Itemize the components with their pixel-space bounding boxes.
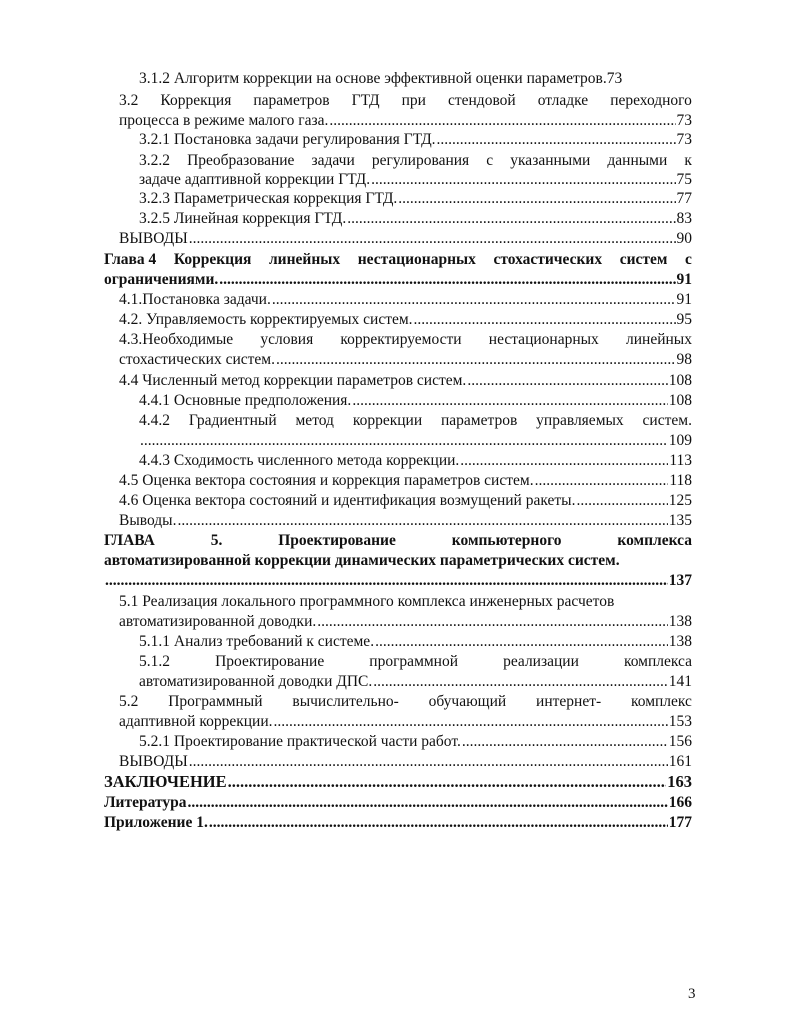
toc-entry-title: 4.2. Управляемость корректируемых систем. xyxy=(119,311,413,328)
toc-entry-page: 109 xyxy=(668,432,692,449)
word: Программный xyxy=(168,693,263,710)
word: 5.2 xyxy=(119,693,139,710)
word: реализации xyxy=(503,653,579,670)
word: 5.1.2 xyxy=(139,653,170,670)
toc-entry-page: 138 xyxy=(668,613,692,630)
word: Проектирование xyxy=(215,653,325,670)
toc-entry-title: автоматизированной доводки. xyxy=(119,613,317,630)
toc-entry-page: 91 xyxy=(676,271,692,288)
toc-entry-title: 5.2.1 Проектирование практической части работ. xyxy=(139,733,461,750)
toc-entry[interactable] xyxy=(119,290,692,310)
leader-dots xyxy=(398,189,675,209)
word: Преобразование xyxy=(187,152,295,169)
word: комплекса xyxy=(617,532,692,549)
toc-entry-page: 108 xyxy=(668,392,692,409)
leader-dots xyxy=(375,632,668,652)
toc-entry[interactable] xyxy=(119,511,692,531)
toc-entry-line1[interactable] xyxy=(139,151,692,171)
leader-dots xyxy=(276,350,676,370)
toc-entry[interactable] xyxy=(139,170,692,190)
word: 4.3.Необходимые xyxy=(119,331,234,348)
toc-entry[interactable] xyxy=(119,752,692,772)
toc-entry-title: 4.4 Численный метод коррекции параметров систем. xyxy=(119,372,467,389)
toc-entry-title: Приложение 1. xyxy=(104,814,208,831)
toc-entry[interactable] xyxy=(119,471,692,491)
word: нестационарных xyxy=(488,331,599,348)
toc-entry-title: 4.5 Оценка вектора состояния и коррекция параметров систем. xyxy=(119,472,534,489)
word: корректируемости xyxy=(340,331,462,348)
leader-dots xyxy=(576,491,667,511)
toc-entry-page: 113 xyxy=(669,452,692,469)
toc-entry-title: Литература xyxy=(104,794,187,811)
word: с xyxy=(486,152,494,169)
word: вычислительно- xyxy=(292,693,399,710)
toc-entry-page: 161 xyxy=(668,753,692,770)
leader-dots xyxy=(274,712,668,732)
word: нестационарных xyxy=(357,251,476,268)
word: управляемых xyxy=(536,412,624,429)
leader-dots xyxy=(371,170,675,190)
toc-entry-page: 135 xyxy=(668,512,692,529)
toc-entry-title: 4.1.Постановка задачи. xyxy=(119,291,271,308)
leader-dots xyxy=(329,111,675,131)
word: с xyxy=(685,251,692,268)
toc-entry-page: 83 xyxy=(676,210,692,227)
word: интернет- xyxy=(536,693,602,710)
chapter-heading[interactable] xyxy=(104,571,692,591)
leader-dots xyxy=(177,511,667,531)
chapter-heading-line1[interactable] xyxy=(104,250,692,270)
toc-entry-line1[interactable] xyxy=(139,411,692,431)
word: систем xyxy=(619,251,668,268)
leader-dots xyxy=(187,793,667,813)
leader-dots xyxy=(105,571,668,591)
toc-entry-title: ЗАКЛЮЧЕНИЕ xyxy=(104,772,227,791)
toc-entry[interactable] xyxy=(139,209,692,229)
word: отладке xyxy=(537,92,589,109)
word: ГЛАВА xyxy=(104,532,155,549)
leader-dots xyxy=(228,772,667,792)
toc-entry-line1[interactable] xyxy=(139,652,692,672)
word: данными xyxy=(607,152,668,169)
toc-entry-line1[interactable] xyxy=(119,91,692,111)
word: 4.4.2 xyxy=(139,412,170,429)
toc-entry-title: задаче адаптивной коррекции ГТД. xyxy=(139,171,371,188)
leader-dots xyxy=(219,270,675,290)
toc-entry-page: 166 xyxy=(668,794,692,811)
leader-dots xyxy=(414,310,676,330)
word: указанными xyxy=(510,152,591,169)
word: метод xyxy=(295,412,334,429)
word: 5. xyxy=(210,532,223,549)
word: обучающий xyxy=(428,693,507,710)
toc-entry-page: 98 xyxy=(676,351,692,368)
toc-entry-title: 3.2.3 Параметрическая коррекция ГТД. xyxy=(139,190,398,207)
leader-dots xyxy=(535,471,669,491)
toc-entry[interactable] xyxy=(139,672,692,692)
toc-entry[interactable] xyxy=(119,229,692,249)
word: условия xyxy=(260,331,314,348)
toc-entry-title: ограничениями. xyxy=(104,271,219,288)
word: стохастических xyxy=(493,251,603,268)
word: регулирования xyxy=(371,152,470,169)
toc-entry[interactable] xyxy=(139,189,692,209)
chapter-heading[interactable] xyxy=(104,270,692,290)
toc-entry-page: 177 xyxy=(668,814,692,831)
toc-entry-conclusion[interactable] xyxy=(104,772,692,792)
toc-entry-title: 4.4.1 Основные предположения. xyxy=(139,392,352,409)
toc-entry[interactable] xyxy=(139,732,692,752)
toc-entry-title: стохастических систем. xyxy=(119,351,275,368)
word: Проектирование xyxy=(278,532,396,549)
leader-dots xyxy=(462,732,668,752)
toc-entry-page: 91 xyxy=(676,291,692,308)
word: Коррекция xyxy=(160,92,232,109)
word: к xyxy=(684,152,692,169)
toc-entry-title: 3.1.2 Алгоритм коррекции на основе эффективной оценки параметров. xyxy=(139,70,607,87)
toc-entry-title: ВЫВОДЫ xyxy=(119,230,188,247)
leader-dots xyxy=(460,451,668,471)
toc-entry-page: 73 xyxy=(676,112,692,129)
word: ГТД xyxy=(351,92,380,109)
leader-dots xyxy=(140,431,668,451)
toc-entry[interactable] xyxy=(119,491,692,511)
toc-entry-page: 153 xyxy=(668,713,692,730)
page-number: 3 xyxy=(688,986,696,1002)
toc-entry-page: 141 xyxy=(668,673,692,690)
toc-entry-page: 95 xyxy=(676,311,692,328)
chapter-heading-line1[interactable] xyxy=(104,531,692,551)
word: параметров xyxy=(441,412,518,429)
toc-entry[interactable] xyxy=(139,391,692,411)
leader-dots xyxy=(272,290,676,310)
word: систем. xyxy=(642,412,692,429)
toc-entry[interactable] xyxy=(119,371,692,391)
toc-entry-page: 125 xyxy=(668,492,692,509)
leader-dots xyxy=(347,209,675,229)
toc-entry-title: 4.4.3 Сходимость численного метода коррекции. xyxy=(139,452,460,469)
word: линейных xyxy=(268,251,341,268)
toc-entry-title: 3.2.5 Линейная коррекция ГТД. xyxy=(139,210,347,227)
toc-entry-title: автоматизированной доводки ДПС. xyxy=(139,673,373,690)
toc-entry-page: 90 xyxy=(676,230,692,247)
toc-entry-title: ВЫВОДЫ xyxy=(119,753,188,770)
toc-entry-page: 73 xyxy=(606,70,623,87)
toc-entry-line1[interactable] xyxy=(119,692,692,712)
toc-entry-literature[interactable] xyxy=(104,793,692,813)
toc-entry[interactable] xyxy=(139,130,692,150)
word: коррекции xyxy=(352,412,423,429)
toc-entry-page: 108 xyxy=(668,372,692,389)
leader-dots xyxy=(437,130,676,150)
word: 3.2.2 xyxy=(139,152,170,169)
toc-entry[interactable] xyxy=(139,451,692,471)
word: линейных xyxy=(626,331,692,348)
toc-entry-title: процесса в режиме малого газа. xyxy=(119,112,329,129)
leader-dots xyxy=(189,229,676,249)
word: 3.2 xyxy=(119,92,139,109)
toc-entry[interactable] xyxy=(119,612,692,632)
toc-entry[interactable] xyxy=(119,111,692,131)
chapter-heading-line2[interactable]: автоматизированной коррекции динамических параметрических систем. xyxy=(104,552,620,569)
word: при xyxy=(401,92,426,109)
toc-entry-page: 163 xyxy=(667,772,692,791)
toc-entry-title: Выводы. xyxy=(119,512,177,529)
leader-dots xyxy=(352,391,667,411)
toc-entry-title: адаптивной коррекции. xyxy=(119,713,273,730)
toc-entry[interactable] xyxy=(119,712,692,732)
toc-entry-page: 137 xyxy=(668,572,692,589)
toc-entry-page: 118 xyxy=(669,472,692,489)
leader-dots xyxy=(467,371,667,391)
toc-entry-page: 156 xyxy=(668,733,692,750)
toc-entry-line1[interactable] xyxy=(119,330,692,350)
word: переходного xyxy=(610,92,692,109)
toc-entry[interactable] xyxy=(139,69,692,89)
word: компьютерного xyxy=(451,532,562,549)
word: Коррекция xyxy=(173,251,252,268)
word: Глава 4 xyxy=(104,251,157,268)
leader-dots xyxy=(209,813,668,833)
toc-entry-page: 73 xyxy=(676,131,692,148)
toc-entry[interactable] xyxy=(139,431,692,451)
word: Градиентный xyxy=(188,412,277,429)
toc-entry[interactable] xyxy=(119,350,692,370)
word: комплекса xyxy=(623,653,692,670)
toc-entry-line1[interactable]: 5.1 Реализация локального программного комплекса инженерных расчетов xyxy=(119,593,615,610)
leader-dots xyxy=(317,612,668,632)
word: задачи xyxy=(311,152,355,169)
toc-entry-appendix[interactable] xyxy=(104,813,692,833)
word: стендовой xyxy=(447,92,516,109)
toc-entry[interactable] xyxy=(139,632,692,652)
toc-entry-page: 77 xyxy=(676,190,692,207)
word: параметров xyxy=(253,92,330,109)
word: комплекс xyxy=(631,693,692,710)
word: программной xyxy=(369,653,459,670)
toc-entry-page: 75 xyxy=(676,171,692,188)
toc-entry-page: 138 xyxy=(668,633,692,650)
toc-entry-title: 3.2.1 Постановка задачи регулирования ГТД. xyxy=(139,131,436,148)
toc-entry[interactable] xyxy=(119,310,692,330)
leader-dots xyxy=(189,752,668,772)
toc-entry-title: 4.6 Оценка вектора состояний и идентификация возмущений ракеты. xyxy=(119,492,576,509)
leader-dots xyxy=(373,672,668,692)
toc-entry-title: 5.1.1 Анализ требований к системе. xyxy=(139,633,375,650)
